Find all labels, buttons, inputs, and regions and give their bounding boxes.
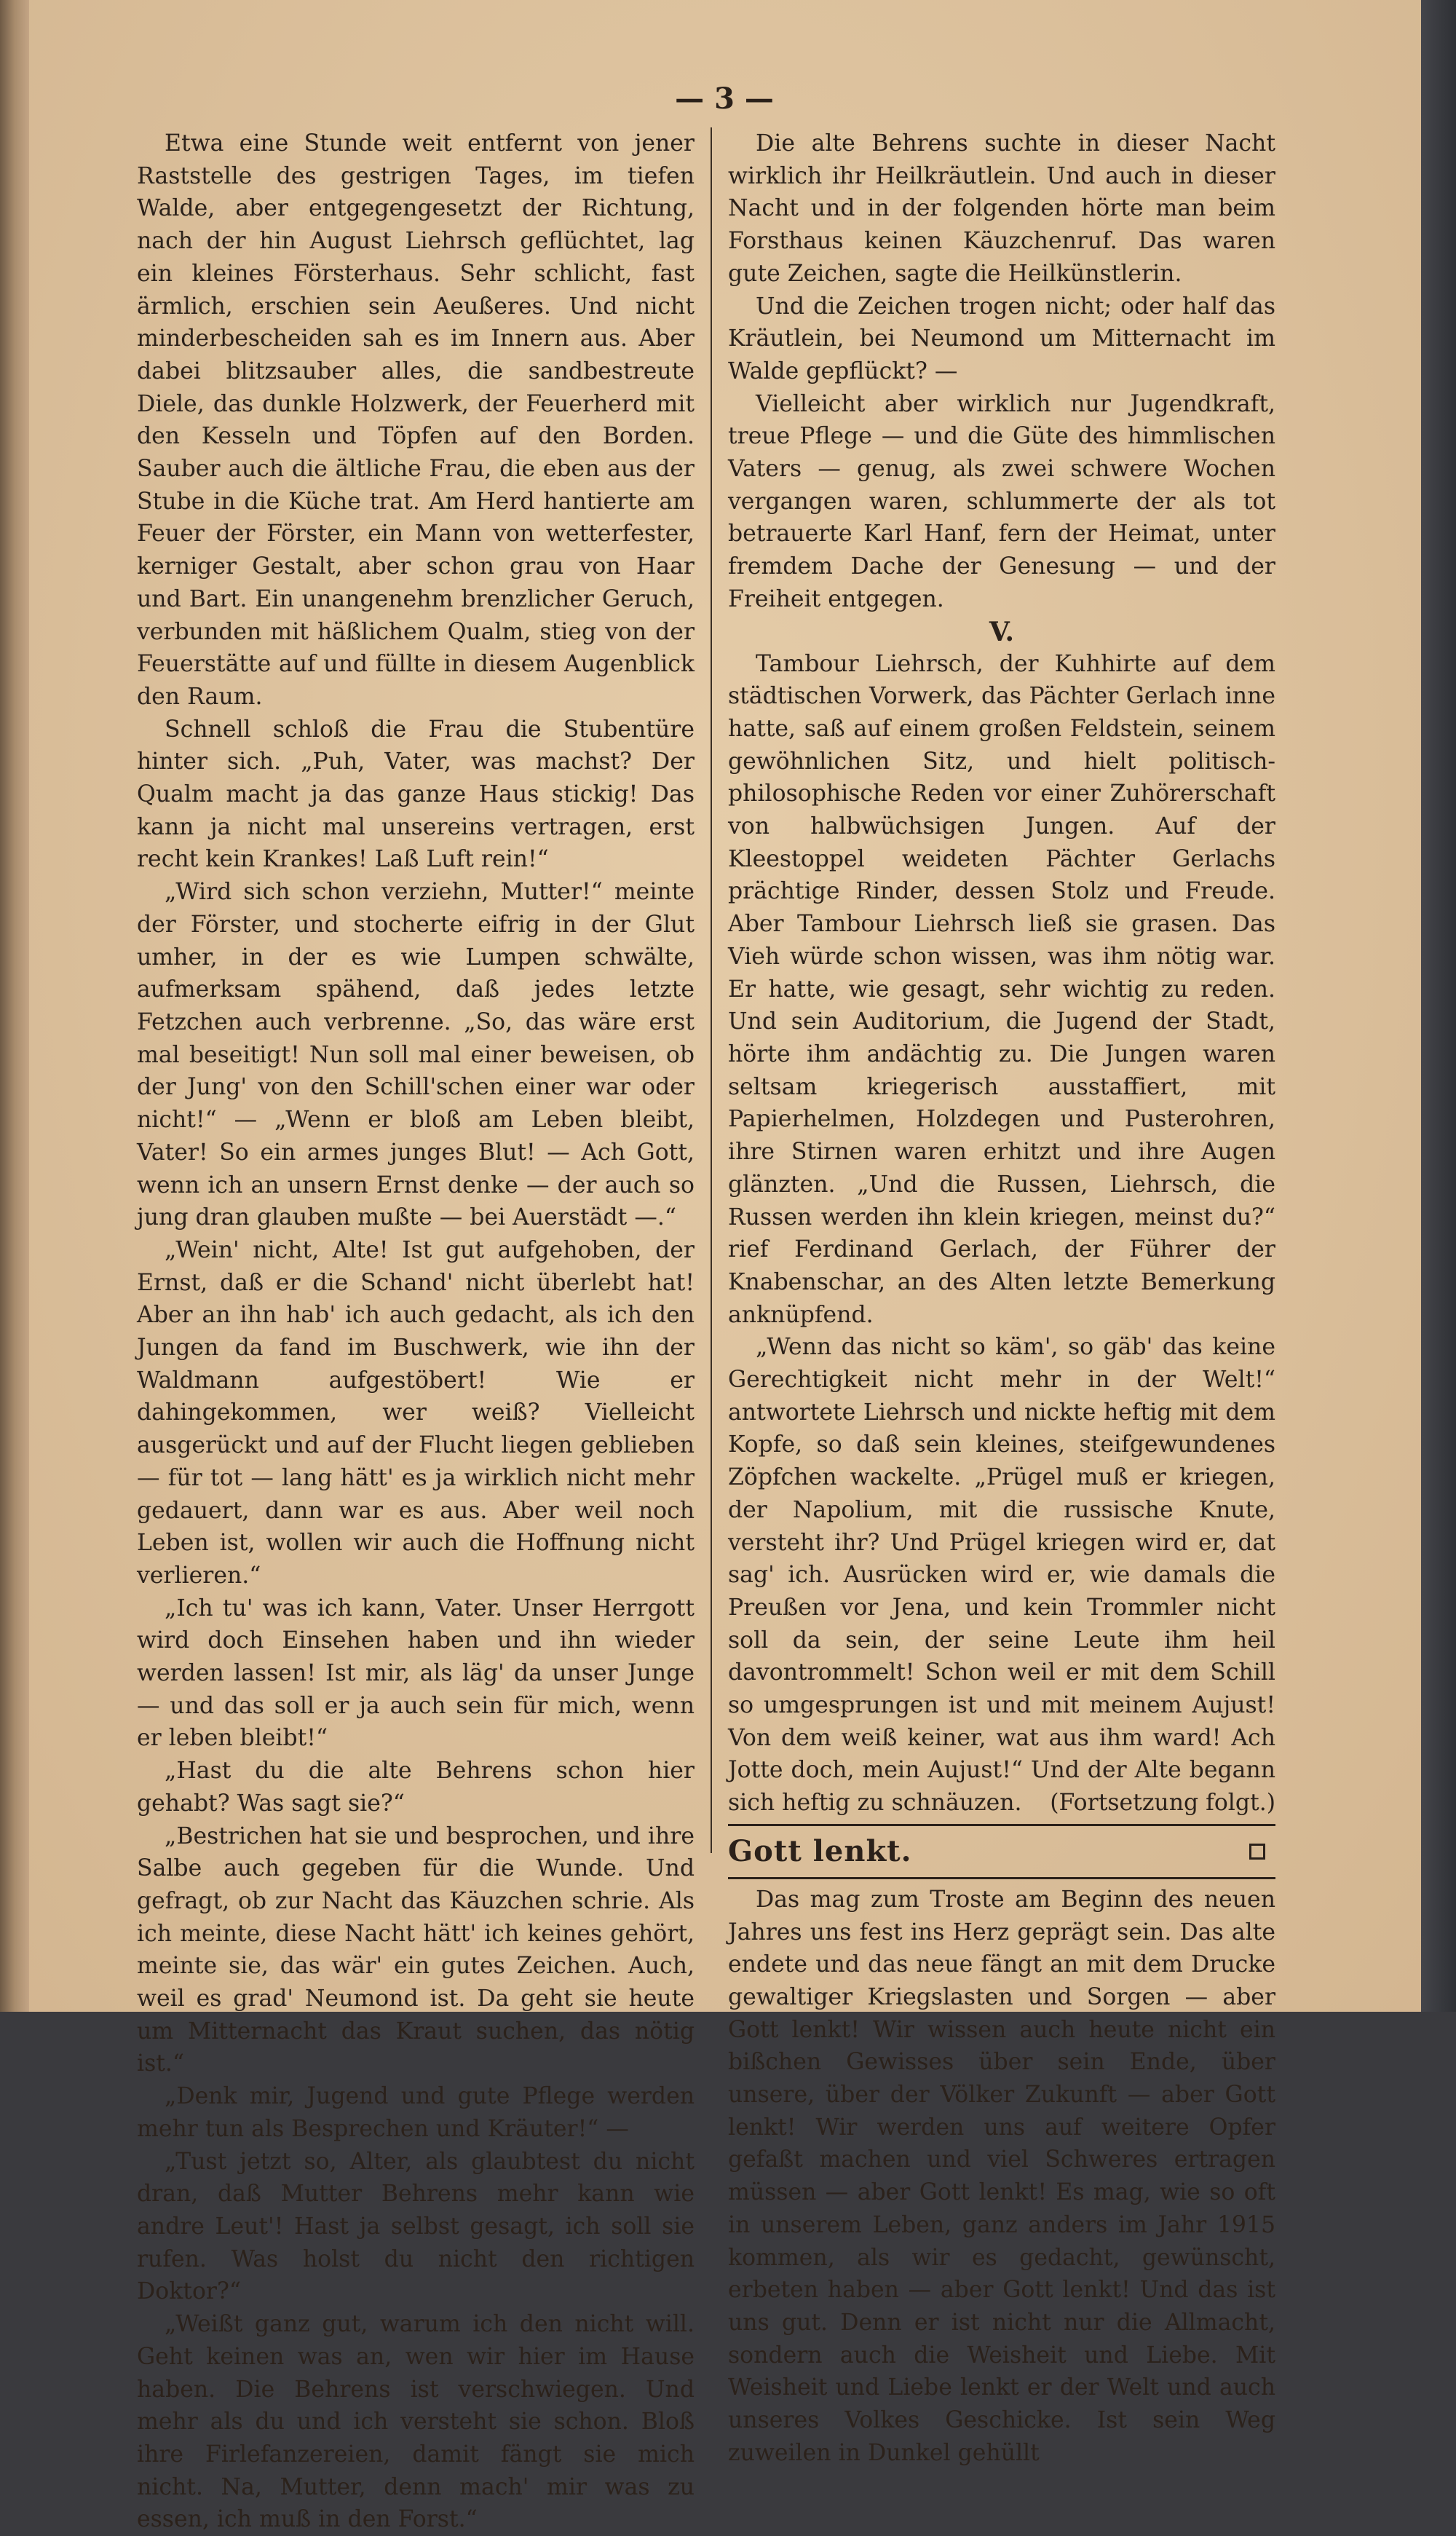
story-paragraph: „Hast du die alte Behrens schon hier gehabt? Was sagt sie?“ bbox=[137, 1758, 695, 1817]
article-rule-top bbox=[728, 1824, 1275, 1826]
story-paragraph: „Wird sich schon verziehn, Mutter!“ meinte der Förster, und stocherte eifrig in der Glut umher, in der es wie Lumpen schwälte, aufmerksam spähend, daß jedes letzte Fetzchen auch verbrenne. „So, das wäre erst mal beseitigt! Nun soll mal einer beweisen, ob der Jung' von den Schill'schen einer war oder nicht!“ — „Wenn er bloß am Leben bleibt, Vater! So ein armes junges Blut! — Ach Gott, wenn ich an unsern Ernst denke — der auch so jung dran glauben mußte — bei Auerstädt —.“ bbox=[137, 879, 695, 1231]
story-paragraph: „Weißt ganz gut, warum ich den nicht will. Geht keinen was an, wen wir hier im Hause haben. Die Behrens ist verschwiegen. Und mehr als du und ich versteht sie schon. Bloß ihre Firlefanzereien, damit fängt sie mich nicht. Na, Mutter, denn mach' mir was zu essen, ich muß in den Forst.“ bbox=[137, 2311, 695, 2533]
article-header bbox=[728, 1830, 1275, 1873]
story-paragraph: Schnell schloß die Frau die Stubentüre hinter sich. „Puh, Vater, was machst? Der Qualm macht ja das ganze Haus stickig! Das kann ja nicht mal unsereins vertragen, erst recht kein Krankes! Laß Luft rein!“ bbox=[137, 716, 695, 873]
column-divider bbox=[711, 127, 712, 1853]
story-paragraph: Und die Zeichen trogen nicht; oder half das Kräutlein, bei Neumond um Mitternacht im Walde gepflückt? — bbox=[728, 293, 1275, 384]
story-paragraph: Die alte Behrens suchte in dieser Nacht wirklich ihr Heilkräutlein. Und auch in dieser Nacht und in der folgenden hörte man beim Forsthaus keinen Käuzchenruf. Das waren gute Zeichen, sagte die Heilkünstlerin. bbox=[728, 130, 1275, 287]
story-paragraph: Tambour Liehrsch, der Kuhhirte auf dem städtischen Vorwerk, das Pächter Gerlach inne hatte, saß auf einem großen Feldstein, seinem gewöhnlichen Sitz, und hielt politisch-philosophische Reden vor einer Zuhörerschaft von halbwüchsigen Jungen. Auf der Kleestoppel weideten Pächter Gerlachs prächtige Rinder, dessen Stolz und Freude. Aber Tambour Liehrsch ließ sie grasen. Das Vieh würde schon wissen, was ihm nötig war. Er hatte, wie gesagt, sehr wichtig zu reden. Und sein Auditorium, die Jugend der Stadt, hörte ihm andächtig zu. Die Jungen waren seltsam kriegerisch ausstaffiert, mit Papierhelmen, Holzdegen und Pusterohren, ihre Stirnen waren erhitzt und ihre Augen glänzten. „Und die Russen, Liehrsch, die Russen werden ihn klein kriegen, meinst du?“ rief Ferdinand Gerlach, der Führer der Knabenschar, an des Alten letzte Bemerkung anknüpfend. bbox=[728, 650, 1275, 1328]
section-heading: V. bbox=[989, 616, 1015, 647]
book-spine-left bbox=[0, 0, 29, 2012]
continued-note: (Fortsetzung folgt.) bbox=[1050, 1790, 1275, 1817]
article-rule-bottom bbox=[728, 1877, 1275, 1879]
story-paragraph: Vielleicht aber wirklich nur Jugendkraft, treue Pflege — und die Güte des himmlischen Vaters — genug, als zwei schwere Wochen vergangen waren, schlummerte der als tot betrauerte Karl Hanf, fern der Heimat, unter fremdem Dache der Genesung — und der Freiheit entgegen. bbox=[728, 390, 1275, 612]
article-title: Gott lenkt. bbox=[728, 1833, 912, 1868]
story-paragraph bbox=[728, 1331, 1275, 1820]
story-paragraph: „Wein' nicht, Alte! Ist gut aufgehoben, der Ernst, daß er die Schand' nicht überlebt hat! Aber an ihn hab' ich auch gedacht, als ich den Jungen da fand im Buschwerk, wie ihn der Waldmann aufgestöbert! Wie er dahingekommen, wer weiß? Vielleicht ausgerückt und auf der Flucht liegen geblieben — für tot — lang hätt' es ja wirklich nicht mehr gedauert, dann war es aus. Aber weil noch Leben ist, wollen wir auch die Hoffnung nicht verlieren.“ bbox=[137, 1236, 695, 1589]
story-paragraph: „Ich tu' was ich kann, Vater. Unser Herrgott wird doch Einsehen haben und ihn wieder werden lassen! Ist mir, als läg' da unser Junge — und das soll er ja auch sein für mich, wenn er leben bleibt!“ bbox=[137, 1595, 695, 1752]
page-number: — 3 — bbox=[675, 82, 774, 116]
story-paragraph: „Bestrichen hat sie und besprochen, und ihre Salbe auch gegeben für die Wunde. Und gefragt, ob zur Nacht das Käuzchen schrie. Als ich meinte, diese Nacht hätt' ich keines gehört, meinte sie, das wär' ein gutes Zeichen. Auch, weil es grad' Neumond ist. Da geht sie heute um Mitternacht das Kraut suchen, das nötig ist.“ bbox=[137, 1822, 695, 2077]
story-paragraph: „Denk mir, Jugend und gute Pflege werden mehr tun als Besprechen und Kräuter!“ — bbox=[137, 2083, 695, 2142]
story-paragraph: „Tust jetzt so, Alter, als glaubtest du nicht dran, daß Mutter Behrens mehr kann wie andre Leut'! Hast ja selbst gesagt, ich soll sie rufen. Was holst du nicht den richtigen Doktor?“ bbox=[137, 2148, 695, 2305]
article-paragraph: Das mag zum Troste am Beginn des neuen Jahres uns fest ins Herz geprägt sein. Das alte endete und das neue fängt an mit dem Drucke gewaltiger Kriegslasten und Sorgen — aber Gott lenkt! Wir wissen auch heute nicht ein bißchen Gewisses über sein Ende, über unsere, über der Völker Zukunft — aber Gott lenkt! Wir werden uns auf weitere Opfer gefaßt machen und viel Schweres ertragen müssen — aber Gott lenkt! Es mag, wie so oft in unserem Leben, ganz anders im Jahr 1915 kommen, als wir es gedacht, gewünscht, erbeten haben — aber Gott lenkt! Und das ist uns gut. Denn er ist nicht nur die Allmacht, sondern auch die Weisheit und Liebe. Mit Weisheit und Liebe lenkt er der Welt und auch unseres Volkes Geschicke. Ist sein Weg zuweilen in Dunkel gehüllt bbox=[728, 1886, 1275, 2466]
square-ornament-icon bbox=[1249, 1844, 1265, 1860]
story-paragraph: Etwa eine Stunde weit entfernt von jener Raststelle des gestrigen Tages, im tiefen Walde, aber entgegengesetzt der Richtung, nach der hin August Liehrsch geflüchtet, lag ein kleines Försterhaus. Sehr schlicht, fast ärmlich, erschien sein Aeußeres. Und nicht minderbescheiden sah es im Innern aus. Aber dabei blitzsauber alles, die sandbestreute Diele, das dunkle Holzwerk, der Feuerherd mit den Kesseln und Töpfen auf den Borden. Sauber auch die ältliche Frau, die eben aus der Stube in die Küche trat. Am Herd hantierte am Feuer der Förster, ein Mann von wetterfester, kerniger Gestalt, aber schon grau von Haar und Bart. Ein unangenehm brenzlicher Geruch, verbunden mit häßlichem Qualm, stieg von der Feuerstätte auf und füllte in diesem Augenblick den Raum. bbox=[137, 130, 695, 710]
story-text: „Wenn das nicht so käm', so gäb' das keine Gerechtigkeit nicht mehr in der Welt!“ antwortete Liehrsch und nickte heftig mit dem Kopfe, so daß sein kleines, steifgewundenes Zöpfchen wackelte. „Prügel muß er kriegen, der Napolium, mit die russische Knute, versteht ihr? Und Prügel kriegen wird er, dat sag' ich. Ausrücken wird er, wie damals die Preußen vor Jena, und kein Trommler nicht soll da sein, der seine Leute ihm heil davontrommelt! Schon weil er mit dem Schill so umgesprungen ist und mit meinem Aujust! Von dem weiß keiner, wat aus ihm ward! Ach Jotte doch, mein Aujust!“ Und der Alte begann sich heftig zu schnäuzen. bbox=[728, 1334, 1275, 1817]
left-column bbox=[137, 127, 695, 2536]
right-column bbox=[728, 127, 1275, 2470]
